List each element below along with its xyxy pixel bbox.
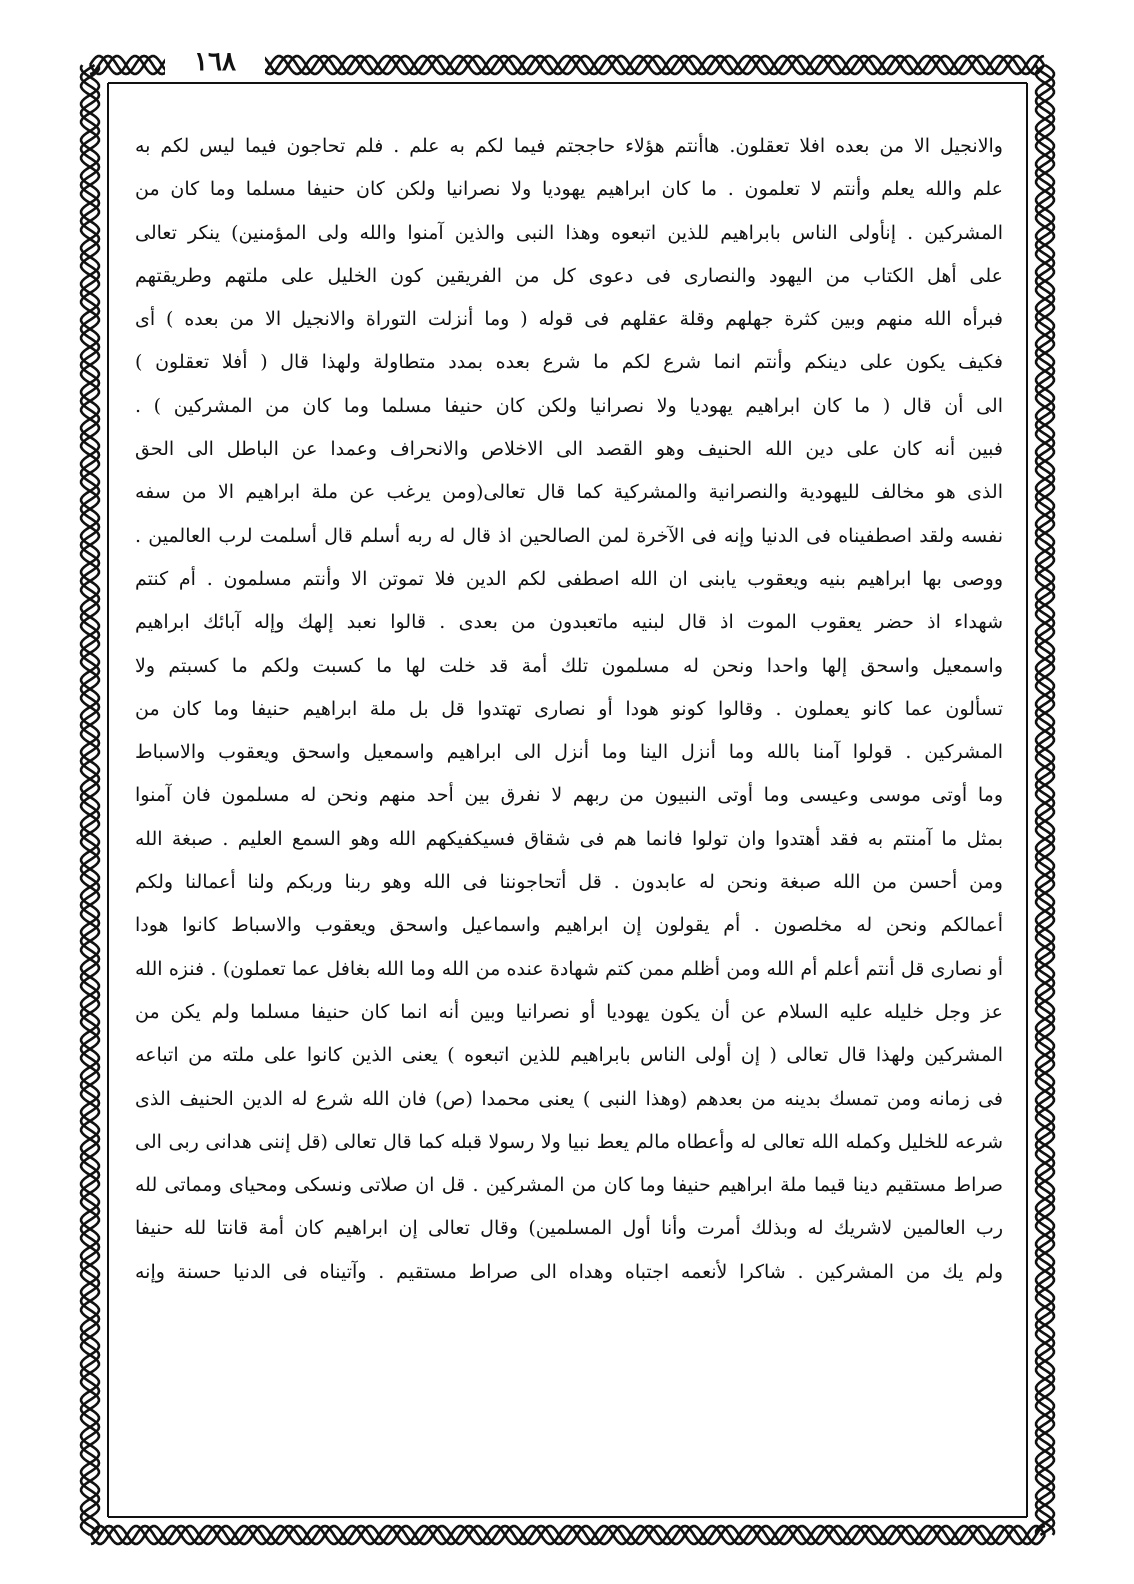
- text-line: أو نصارى قل أنتم أعلم أم الله ومن أظلم ممن كتم شهادة عنده من الله وما الله بغافل عما تعملون) . فنزه الله: [135, 957, 1003, 980]
- page-number: ١٦٨: [165, 44, 265, 80]
- text-line: الى أن قال ( ما كان ابراهيم يهوديا ولا نصرانيا ولكن كان حنيفا مسلما وما كان من المشركين ) .: [135, 394, 1003, 417]
- text-line: على أهل الكتاب من اليهود والنصارى فى دعوى كل من الفريقين كون الخليل على ملتهم وطريقتهم: [135, 264, 1003, 287]
- text-line: وما أوتى موسى وعيسى وما أوتى النبيون من ربهم لا نفرق بين أحد منهم ونحن له مسلمون فان آمنوا: [135, 784, 1003, 807]
- text-line: عز وجل خليله عليه السلام عن أن يكون يهوديا أو نصرانيا وبين أنه انما كان حنيفا مسلما ولم يكن من: [135, 1000, 1003, 1023]
- text-line: تسألون عما كانو يعملون . وقالوا كونو هودا أو نصارى تهتدوا قل بل ملة ابراهيم حنيفا وما كان من: [135, 697, 1003, 720]
- text-line: المشركين ولهذا قال تعالى ( إن أولى الناس بابراهيم للذين اتبعوه ) يعنى الذين كانوا على ملته من اتباعه: [135, 1044, 1003, 1067]
- body-text: [135, 125, 1003, 1294]
- text-line: بمثل ما آمنتم به فقد أهتدوا وان تولوا فانما هم فى شقاق فسيكفيكهم الله وهو السمع العليم . صبغة الله: [135, 827, 1003, 850]
- text-line: أعمالكم ونحن له مخلصون . أم يقولون إن ابراهيم واسماعيل واسحق ويعقوب والاسباط كانوا هودا: [135, 914, 1003, 937]
- text-line: فى زمانه ومن تمسك بدينه من بعدهم (وهذا النبى ) يعنى محمدا (ص) فان الله شرع له الدين الحنيف الذى: [135, 1087, 1003, 1110]
- text-line: رب العالمين لاشريك له وبذلك أمرت وأنا أول المسلمين) وقال تعالى إن ابراهيم كان أمة قانتا لله حنيفا: [135, 1217, 1003, 1240]
- text-line: واسمعيل واسحق إلها واحدا ونحن له مسلمون تلك أمة قد خلت لها ما كسبت ولكم ما كسبتم ولا: [135, 654, 1003, 677]
- text-line: فبرأه الله منهم وبين كثرة جهلهم وقلة عقلهم فى قوله ( وما أنزلت التوراة والانجيل الا من بعده ) أى: [135, 308, 1003, 331]
- text-line: ومن أحسن من الله صبغة ونحن له عابدون . قل أتحاجوننا فى الله وهو ربنا وربكم ولنا أعمالنا ولكم: [135, 871, 1003, 894]
- text-line: المشركين . قولوا آمنا بالله وما أنزل الينا وما أنزل الى ابراهيم واسمعيل واسحق ويعقوب والاسباط: [135, 741, 1003, 764]
- text-line: نفسه ولقد اصطفيناه فى الدنيا وإنه فى الآخرة لمن الصالحين اذ قال له ربه أسلم قال أسلمت لرب العالمين .: [135, 524, 1003, 547]
- text-line: والانجيل الا من بعده افلا تعقلون. هاأنتم هؤلاء حاججتم فيما لكم به علم . فلم تحاجون فيما ليس لكم به: [135, 135, 1003, 157]
- text-line: علم والله يعلم وأنتم لا تعلمون . ما كان ابراهيم يهوديا ولا نصرانيا ولكن كان حنيفا مسلما وما كان من: [135, 178, 1003, 201]
- text-line: فبين أنه كان على دين الله الحنيف وهو القصد الى الاخلاص والانحراف وعمدا عن الباطل الى الحق: [135, 438, 1003, 461]
- text-line: المشركين . إنأولى الناس بابراهيم للذين اتبعوه وهذا النبى والذين آمنوا والله ولى المؤمنين) ينكر تعالى: [135, 221, 1003, 244]
- text-line: فكيف يكون على دينكم وأنتم انما شرع لكم ما شرع بعده بمدد متطاولة ولهذا قال ( أفلا تعقلون ): [135, 351, 1003, 374]
- text-line: الذى هو مخالف لليهودية والنصرانية والمشركية كما قال تعالى(ومن يرغب عن ملة ابراهيم الا من سفه: [135, 481, 1003, 504]
- text-line: شرعه للخليل وكمله الله تعالى له وأعطاه مالم يعط نبيا ولا رسولا قبله كما قال تعالى (قل إننى هدانى ربى الى: [135, 1130, 1003, 1153]
- text-line: صراط مستقيم دينا قيما ملة ابراهيم حنيفا وما كان من المشركين . قل ان صلاتى ونسكى ومحياى ومماتى لله: [135, 1174, 1003, 1197]
- text-line: شهداء اذ حضر يعقوب الموت اذ قال لبنيه ماتعبدون من بعدى . قالوا نعبد إلهك وإله آبائك ابراهيم: [135, 611, 1003, 634]
- text-line: ولم يك من المشركين . شاكرا لأنعمه اجتباه وهداه الى صراط مستقيم . وآتيناه فى الدنيا حسنة وإنه: [135, 1260, 1003, 1283]
- text-line: ووصى بها ابراهيم بنيه ويعقوب يابنى ان الله اصطفى لكم الدين فلا تموتن الا وأنتم مسلمون . أم كنتم: [135, 567, 1003, 590]
